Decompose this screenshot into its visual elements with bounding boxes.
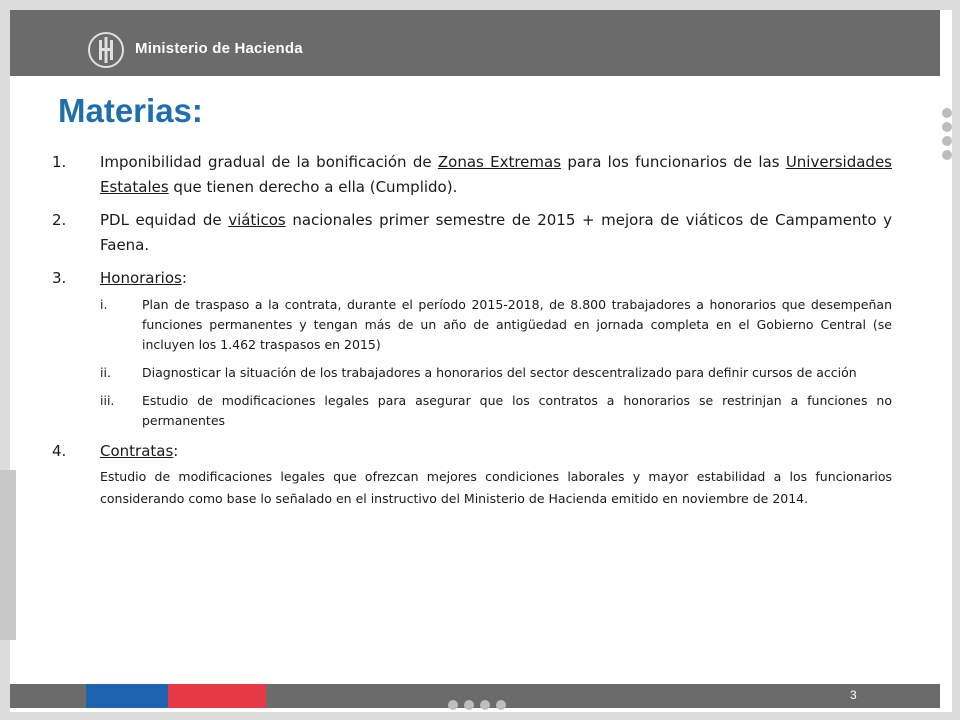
sub-item-iii (100, 391, 892, 431)
item-number: 3. (52, 269, 67, 287)
contratas-note: Estudio de modificaciones legales que ofrezcan mejores condiciones laborales y mayor estabilidad a los funcionarios considerando como base lo señalado en el instructivo del Ministerio de Hacienda emitido en noviembre de 2014. (100, 469, 892, 506)
sub-item-ii (100, 363, 892, 383)
item-text: PDL equidad de viáticos nacionales primer semestre de 2015 + mejora de viáticos de Campamento y Faena. (100, 211, 893, 254)
item-number: 1. (52, 153, 67, 171)
sub-item-text: Diagnosticar la situación de los trabajadores a honorarios del sector descentralizado para definir cursos de acción (142, 365, 857, 380)
sub-item-number: iii. (100, 393, 115, 408)
viaticos-link: viáticos (228, 211, 286, 229)
ministry-logo-icon (86, 30, 126, 70)
list-item-2 (52, 208, 892, 258)
sub-item-i (100, 295, 892, 355)
sub-item-text: Estudio de modificaciones legales para asegurar que los contratos a honorarios se restrinjan a funciones no permanentes (142, 393, 892, 428)
list-item-3 (52, 266, 892, 291)
flag-blue-stripe (86, 684, 168, 708)
side-tab-decoration (0, 470, 16, 640)
sub-item-text: Plan de traspaso a la contrata, durante el período 2015-2018, de 8.800 trabajadores a honorarios que desempeñan funciones permanentes y tengan más de un año de antigüedad en jornada completa en el Gobierno Central (se incluyen los 1.462 traspasos en 2015) (142, 297, 892, 352)
list-item-4 (52, 439, 892, 464)
content-list (52, 150, 892, 510)
list-item-1 (52, 150, 892, 200)
zonas-extremas-link: Zonas Extremas (437, 153, 562, 171)
decorative-dots-right (942, 108, 956, 164)
universidades-estatales-link: Universidades Estatales (100, 153, 892, 196)
decorative-dots-bottom (448, 700, 506, 710)
ministry-name: Ministerio de Hacienda (135, 40, 303, 57)
item-number: 4. (52, 442, 67, 460)
flag-red-stripe (168, 684, 266, 708)
item-text: Imponibilidad gradual de la bonificación de Zonas Extremas para los funcionarios de las Universidades Estatales que tienen derecho a ella (Cumplido). (100, 153, 892, 196)
honorarios-label: Honorarios (100, 269, 182, 287)
sub-item-number: ii. (100, 365, 111, 380)
sub-item-number: i. (100, 297, 108, 312)
item-text: Honorarios: (100, 269, 187, 287)
page-number: 3 (850, 688, 857, 702)
page-title: Materias: (58, 92, 203, 129)
item-number: 2. (52, 211, 67, 229)
contratas-label: Contratas (100, 442, 174, 460)
item-text: Contratas: (100, 442, 179, 460)
